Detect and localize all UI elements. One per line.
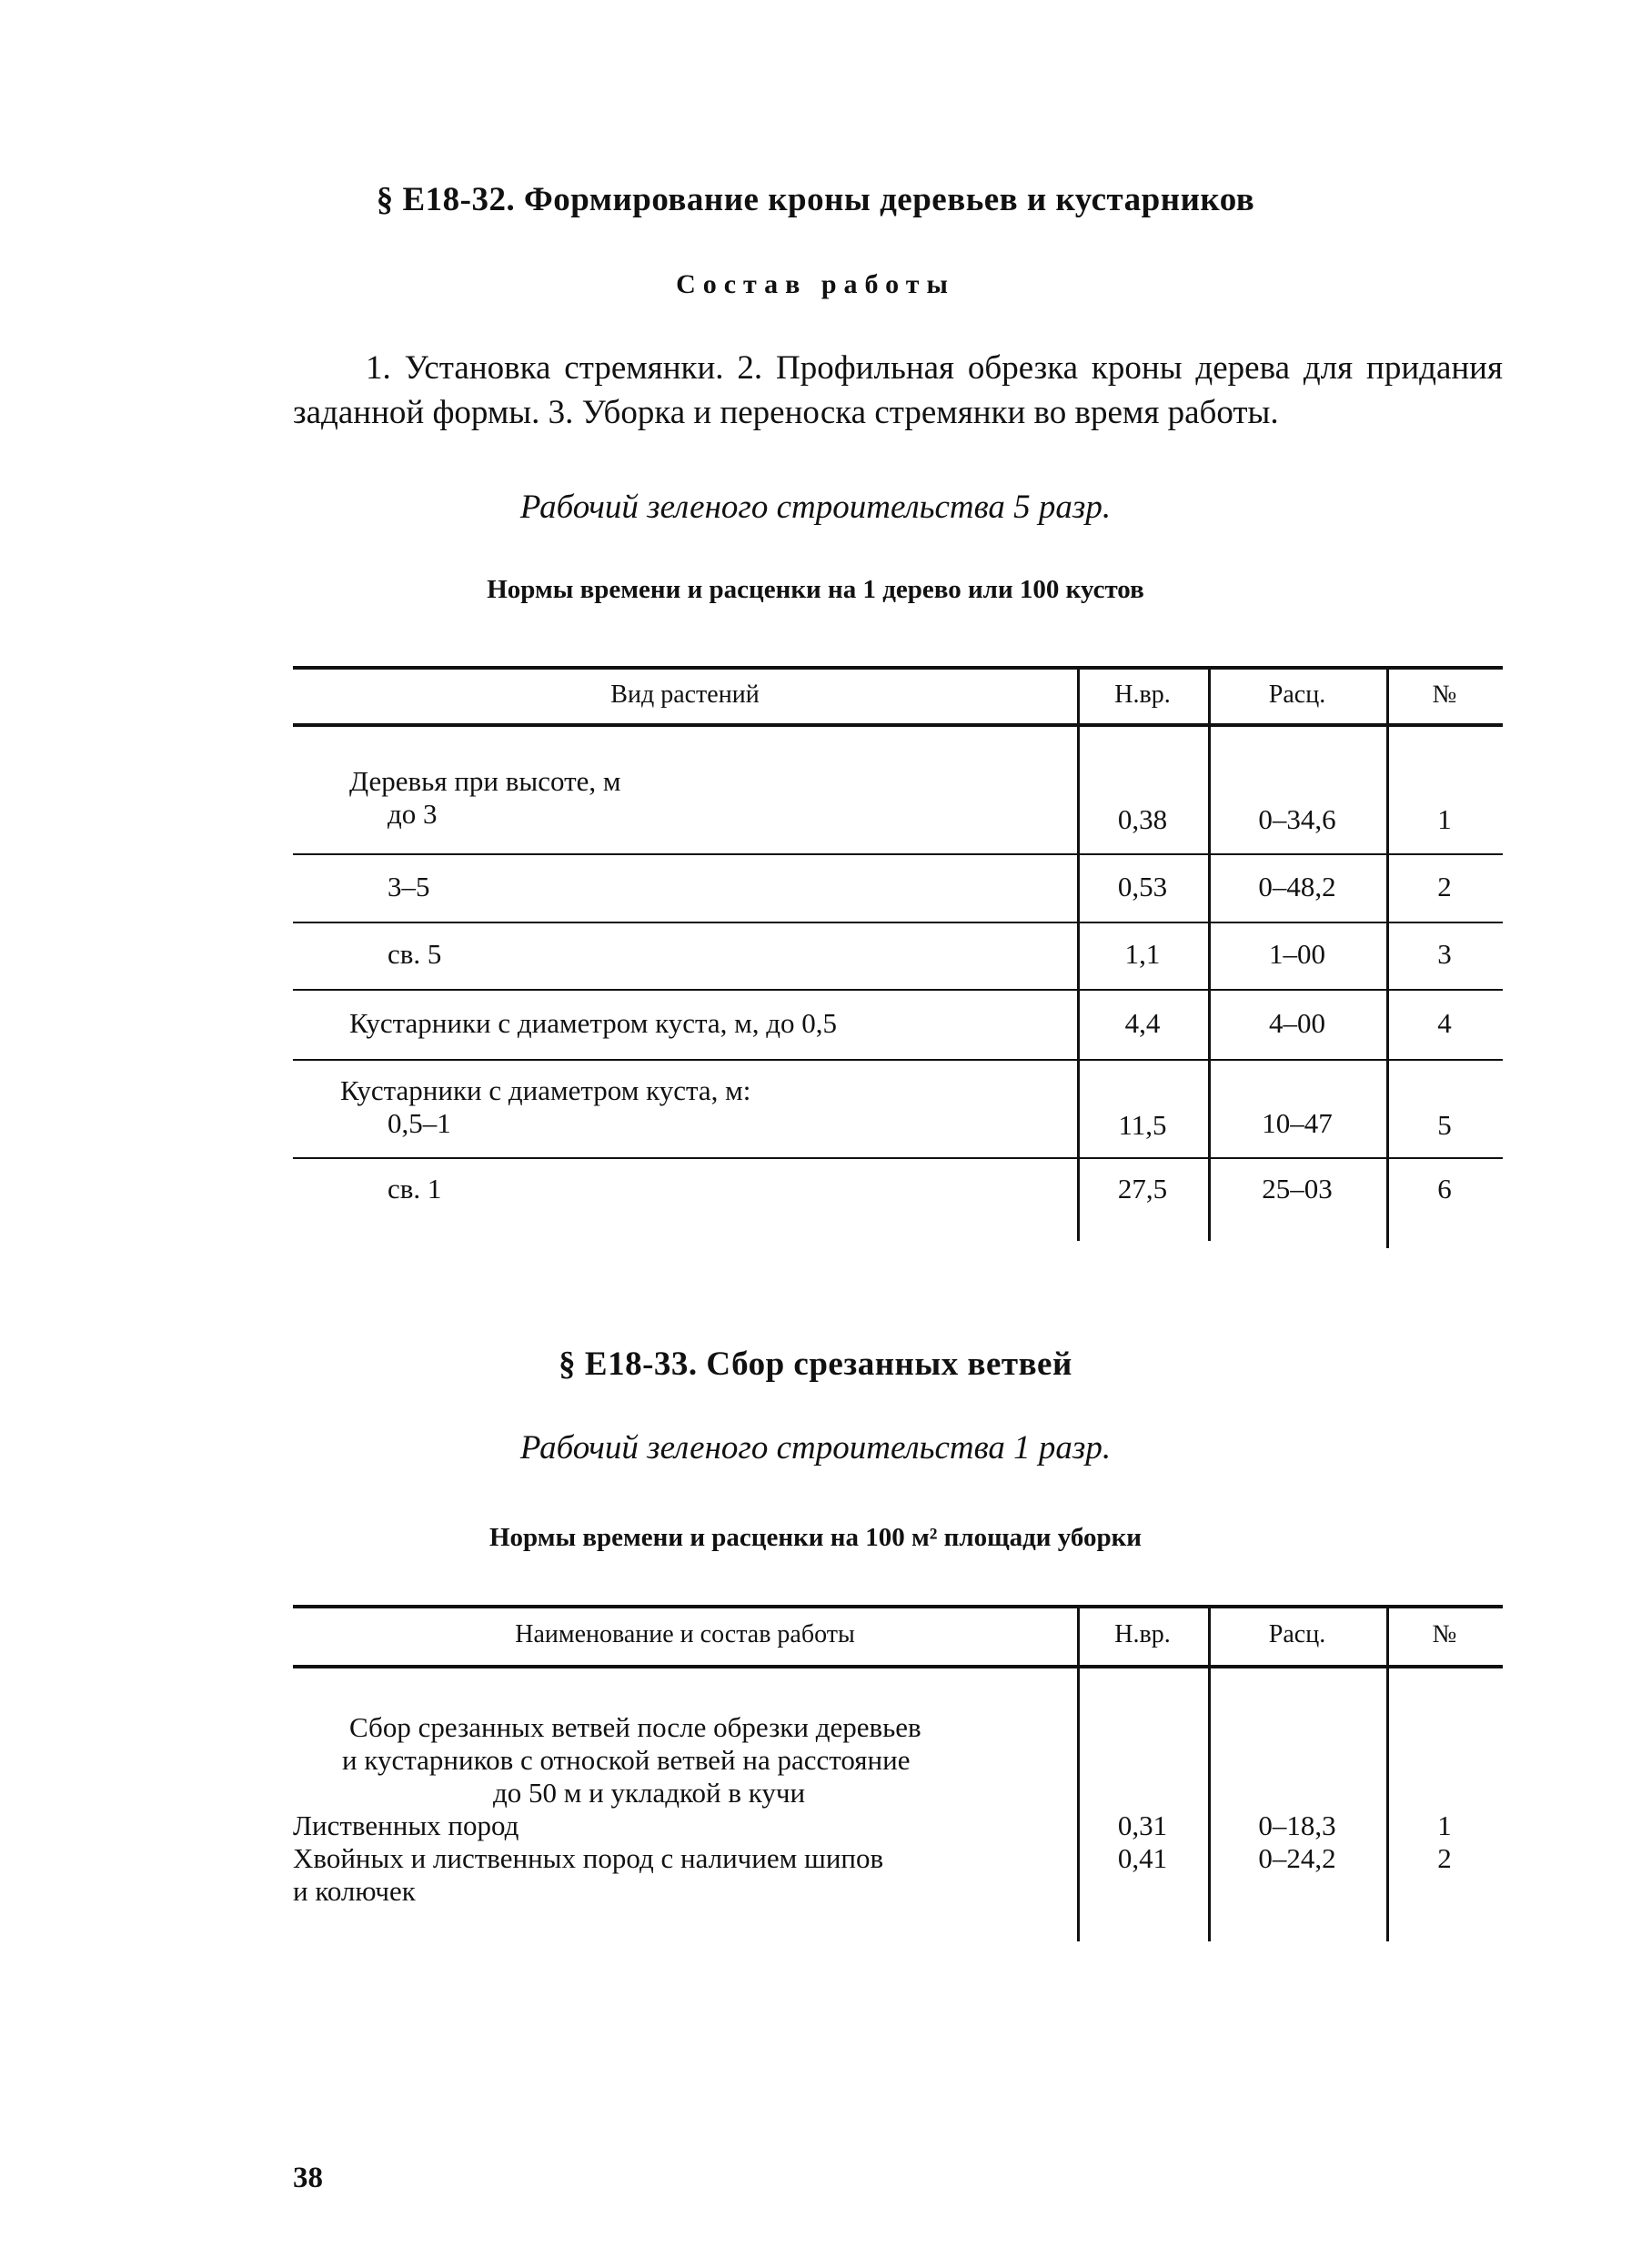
rate-value: 0–48,2 <box>1258 871 1336 902</box>
row-label: Кустарники с диаметром куста, м: <box>340 1074 751 1106</box>
row-sublabel: и колючек <box>293 1875 416 1907</box>
time-norm-value: 0,41 <box>1117 1842 1168 1874</box>
work-description-line: до 50 м и укладкой в кучи <box>493 1777 806 1809</box>
rate-value: 0–24,2 <box>1258 1842 1336 1874</box>
worker-grade: Рабочий зеленого строительства 5 разр. <box>519 489 1112 526</box>
rate-value: 1–00 <box>1269 938 1325 970</box>
column-header-time-norm: Н.вр. <box>1114 1620 1171 1648</box>
rate-value: 0–34,6 <box>1258 803 1336 835</box>
time-norm-value: 27,5 <box>1117 1173 1168 1205</box>
row-number: 6 <box>1437 1173 1452 1205</box>
column-header-plant-type: Вид растений <box>610 680 760 709</box>
time-norm-value: 11,5 <box>1118 1109 1167 1141</box>
row-number: 2 <box>1437 871 1452 902</box>
row-label: Хвойных и лиственных пород с наличием шипов <box>293 1842 884 1874</box>
table-title: Нормы времени и расценки на 100 м² площади уборки <box>488 1523 1143 1552</box>
column-header-work-name: Наименование и состав работы <box>515 1620 855 1648</box>
worker-grade: Рабочий зеленого строительства 1 разр. <box>519 1429 1112 1467</box>
time-norm-value: 0,53 <box>1117 871 1168 902</box>
row-number: 4 <box>1437 1007 1452 1039</box>
column-header-number: № <box>1432 680 1457 709</box>
work-description-line: Сбор срезанных ветвей после обрезки деревьев <box>349 1711 921 1743</box>
work-description-line: и кустарников с отноской ветвей на расстояние <box>342 1744 911 1776</box>
row-label: Деревья при высоте, м <box>349 765 621 797</box>
row-number: 3 <box>1437 938 1452 970</box>
column-header-time-norm: Н.вр. <box>1114 680 1171 709</box>
time-norm-value: 1,1 <box>1124 938 1161 970</box>
rate-value: 25–03 <box>1262 1173 1333 1205</box>
row-label: Лиственных пород <box>293 1809 519 1841</box>
row-label: св. 5 <box>388 938 442 970</box>
column-header-rate: Расц. <box>1268 1620 1326 1648</box>
row-sublabel: до 3 <box>388 798 438 830</box>
column-header-number: № <box>1432 1620 1457 1648</box>
norms-table <box>293 1605 1503 1950</box>
section-title: § Е18-32. Формирование кроны деревьев и кустарников <box>376 181 1255 218</box>
row-number: 2 <box>1437 1842 1452 1874</box>
row-label: св. 1 <box>388 1173 442 1205</box>
composition-heading: Состав работы <box>676 269 955 299</box>
rate-value: 0–18,3 <box>1258 1809 1336 1841</box>
row-label: Кустарники с диаметром куста, м, до 0,5 <box>349 1007 838 1039</box>
norms-table <box>293 666 1503 1248</box>
row-label: 3–5 <box>388 871 430 902</box>
column-header-rate: Расц. <box>1268 680 1326 709</box>
time-norm-value: 0,38 <box>1117 803 1168 835</box>
time-norm-value: 4,4 <box>1124 1007 1161 1039</box>
rate-value: 10–47 <box>1262 1107 1333 1139</box>
row-number: 1 <box>1437 803 1452 835</box>
row-number: 5 <box>1437 1109 1452 1141</box>
rate-value: 4–00 <box>1269 1007 1325 1039</box>
page-number: 38 <box>293 2162 323 2194</box>
composition-text: 1. Установка стремянки. 2. Профильная обрезка кроны дерева для придания заданной формы. 3. Уборка и переноска стремянки во время работы. <box>293 349 1503 431</box>
row-sublabel: 0,5–1 <box>388 1107 451 1139</box>
time-norm-value: 0,31 <box>1117 1809 1168 1841</box>
row-number: 1 <box>1437 1809 1452 1841</box>
table-title: Нормы времени и расценки на 1 дерево или 100 кустов <box>487 575 1144 604</box>
section-title: § Е18-33. Сбор срезанных ветвей <box>559 1346 1072 1383</box>
